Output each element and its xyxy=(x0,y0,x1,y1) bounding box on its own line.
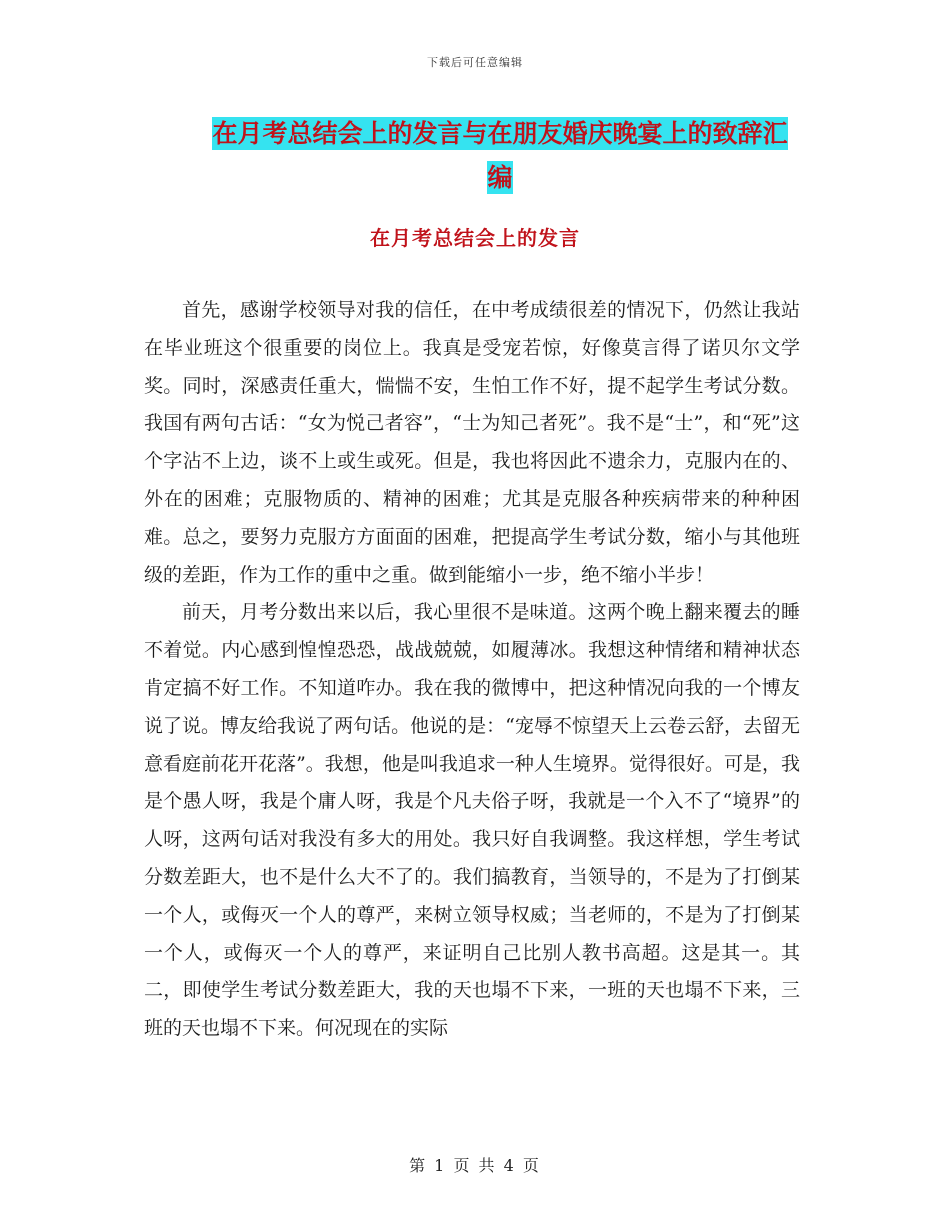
document-title-line1: 在月考总结会上的发言与在朋友婚庆晚宴上的致辞汇 xyxy=(212,119,788,148)
paragraph: 首先，感谢学校领导对我的信任，在中考成绩很差的情况下，仍然让我站在毕业班这个很重要的岗位上。我真是受宠若惊，好像莫言得了诺贝尔文学奖。同时，深感责任重大，惴惴不安，生怕工作不好，提不起学生考试分数。我国有两句古话：“女为悦己者容”，“士为知己者死”。我不是“士”，和“死”这个字沾不上边，谈不上或生或死。但是，我也将因此不遗余力，克服内在的、外在的困难；克服物质的、精神的困难；尤其是克服各种疾病带来的种种困难。总之，要努力克服方方面面的困难，把提高学生考试分数，缩小与其他班级的差距，作为工作的重中之重。做到能缩小一步，绝不缩小半步！ xyxy=(144,299,800,586)
paragraph: 前天，月考分数出来以后，我心里很不是味道。这两个晚上翻来覆去的睡不着觉。内心感到惶惶恐恐，战战兢兢，如履薄冰。我想这种情绪和精神状态肯定搞不好工作。不知道咋办。我在我的微博中，把这种情况向我的一个博友说了说。博友给我说了两句话。他说的是：“宠辱不惊望天上云卷云舒，去留无意看庭前花开花落”。我想，他是叫我追求一种人生境界。觉得很好。可是，我是个愚人呀，我是个庸人呀，我是个凡夫俗子呀，我就是一个入不了“境界”的人呀，这两句话对我没有多大的用处。我只好自我调整。我这样想，学生考试分数差距大，也不是什么大不了的。我们搞教育，当领导的，不是为了打倒某一个人，或侮灭一个人的尊严，来树立领导权威；当老师的，不是为了打倒某一个人，或侮灭一个人的尊严，来证明自己比别人教书高超。这是其一。其二，即使学生考试分数差距大，我的天也塌不下来，一班的天也塌不下来，三班的天也塌不下来。何况现在的实际 xyxy=(144,601,800,1040)
header-note: 下载后可任意编辑 xyxy=(427,56,523,69)
document-title xyxy=(140,112,860,200)
section-title: 在月考总结会上的发言 xyxy=(370,226,580,250)
body-text xyxy=(144,292,800,1048)
page-footer: 第 1 页 共 4 页 xyxy=(409,1156,541,1175)
document-title-line2: 编 xyxy=(487,163,513,192)
